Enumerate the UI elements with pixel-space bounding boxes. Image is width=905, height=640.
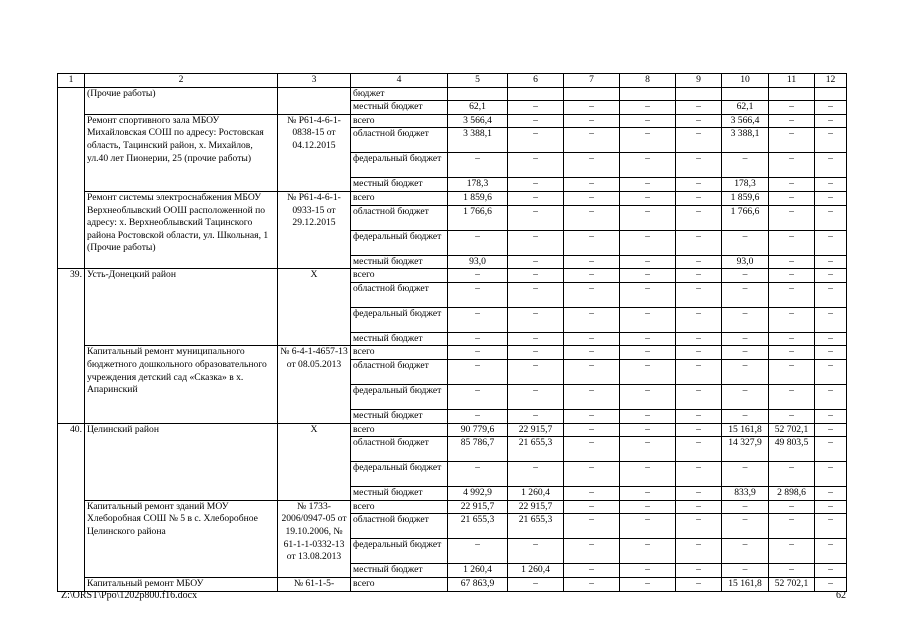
value-cell: –	[508, 384, 564, 409]
value-cell: –	[620, 359, 676, 384]
value-cell: 62,1	[722, 101, 769, 115]
value-cell: –	[620, 307, 676, 332]
col-num: 11	[769, 74, 815, 88]
col-num: 9	[676, 74, 722, 88]
value-cell: 1 766,6	[448, 205, 508, 230]
funding-source-cell: всего	[351, 346, 448, 360]
value-cell: –	[564, 514, 620, 539]
object-name-cell: Капитальный ремонт муниципального бюджетного дошкольного образовательного учреждения детский сад «Сказка» в х. Апаринский	[85, 346, 278, 423]
value-cell: –	[448, 346, 508, 360]
funding-source-cell: областной бюджет	[351, 205, 448, 230]
value-cell: –	[564, 255, 620, 269]
column-number-row	[58, 74, 847, 88]
value-cell: –	[769, 128, 815, 153]
value-cell: 178,3	[722, 178, 769, 192]
value-cell: –	[448, 269, 508, 283]
value-cell: 52 702,1	[769, 577, 815, 591]
value-cell: –	[722, 564, 769, 578]
value-cell: –	[620, 514, 676, 539]
value-cell: –	[815, 101, 847, 115]
value-cell: –	[815, 191, 847, 205]
value-cell: –	[620, 269, 676, 283]
document-number-cell: № 6-4-1-4657-13 от 08.05.2013	[278, 346, 351, 423]
table-row	[58, 577, 847, 591]
value-cell: –	[564, 346, 620, 360]
value-cell: –	[676, 487, 722, 501]
value-cell: –	[620, 114, 676, 128]
value-cell: 1 260,4	[508, 487, 564, 501]
value-cell: –	[508, 332, 564, 346]
value-cell: –	[620, 423, 676, 437]
value-cell: –	[448, 539, 508, 564]
object-name-cell: (Прочие работы)	[85, 87, 278, 114]
funding-source-cell: всего	[351, 500, 448, 514]
col-num: 12	[815, 74, 847, 88]
value-cell: 2 898,6	[769, 487, 815, 501]
value-cell: –	[676, 307, 722, 332]
value-cell: –	[620, 282, 676, 307]
document-number-cell: № 61-1-5-	[278, 577, 351, 591]
value-cell	[620, 87, 676, 101]
value-cell: –	[815, 205, 847, 230]
object-name-cell: Ремонт спортивного зала МБОУ Михайловская СОШ по адресу: Ростовская область, Тацинский район, х. Михайлов, ул.40 лет Пионерии, 25 (прочие работы)	[85, 114, 278, 191]
value-cell: 15 161,8	[722, 577, 769, 591]
col-num: 7	[564, 74, 620, 88]
value-cell: –	[676, 514, 722, 539]
value-cell	[815, 87, 847, 101]
value-cell: –	[815, 384, 847, 409]
value-cell: –	[815, 114, 847, 128]
value-cell: –	[722, 332, 769, 346]
value-cell: –	[815, 282, 847, 307]
value-cell: –	[620, 577, 676, 591]
value-cell: –	[620, 128, 676, 153]
value-cell: 1 766,6	[722, 205, 769, 230]
value-cell	[564, 87, 620, 101]
value-cell: –	[620, 153, 676, 178]
page-number: 62	[836, 590, 846, 601]
value-cell: –	[508, 205, 564, 230]
value-cell: –	[448, 462, 508, 487]
value-cell: –	[769, 153, 815, 178]
value-cell: 15 161,8	[722, 423, 769, 437]
value-cell: –	[508, 282, 564, 307]
document-number-cell: Х	[278, 423, 351, 500]
value-cell	[676, 87, 722, 101]
value-cell: –	[769, 191, 815, 205]
value-cell: 21 655,3	[448, 514, 508, 539]
funding-source-cell: местный бюджет	[351, 255, 448, 269]
value-cell: 21 655,3	[508, 437, 564, 462]
value-cell: –	[508, 230, 564, 255]
value-cell: 3 566,4	[448, 114, 508, 128]
value-cell: –	[508, 539, 564, 564]
value-cell: –	[676, 409, 722, 423]
value-cell: 85 786,7	[448, 437, 508, 462]
value-cell: –	[815, 539, 847, 564]
value-cell: –	[676, 178, 722, 192]
funding-source-cell: местный бюджет	[351, 409, 448, 423]
value-cell: –	[564, 332, 620, 346]
value-cell: 1 260,4	[508, 564, 564, 578]
value-cell: –	[769, 564, 815, 578]
value-cell: –	[769, 101, 815, 115]
table-body	[58, 74, 847, 592]
value-cell: –	[564, 500, 620, 514]
funding-source-cell: местный бюджет	[351, 101, 448, 115]
funding-source-cell: областной бюджет	[351, 282, 448, 307]
value-cell: –	[722, 462, 769, 487]
funding-source-cell: федеральный бюджет	[351, 539, 448, 564]
value-cell: –	[620, 101, 676, 115]
value-cell: –	[815, 230, 847, 255]
value-cell: 22 915,7	[448, 500, 508, 514]
value-cell: –	[508, 255, 564, 269]
value-cell: –	[676, 564, 722, 578]
value-cell: 93,0	[722, 255, 769, 269]
value-cell: –	[620, 437, 676, 462]
funding-source-cell: областной бюджет	[351, 128, 448, 153]
value-cell: –	[676, 346, 722, 360]
value-cell: –	[620, 230, 676, 255]
table-row	[58, 114, 847, 128]
value-cell: 14 327,9	[722, 437, 769, 462]
funding-source-cell: федеральный бюджет	[351, 384, 448, 409]
funding-source-cell: всего	[351, 423, 448, 437]
value-cell: –	[620, 500, 676, 514]
object-name-cell: Ремонт системы электроснабжения МБОУ Верхнеоблывский ООШ расположенной по адресу: х. Верхнеоблывский Тацинского района Ростовской области, ул. Школьная, 1 (Прочие работы)	[85, 191, 278, 268]
value-cell: –	[508, 114, 564, 128]
value-cell: –	[815, 409, 847, 423]
value-cell: –	[676, 423, 722, 437]
value-cell: –	[676, 437, 722, 462]
funding-source-cell: бюджет	[351, 87, 448, 101]
col-num: 2	[85, 74, 278, 88]
value-cell: 4 992,9	[448, 487, 508, 501]
value-cell: –	[620, 487, 676, 501]
value-cell: –	[564, 539, 620, 564]
value-cell: 52 702,1	[769, 423, 815, 437]
col-num: 10	[722, 74, 769, 88]
value-cell: –	[769, 205, 815, 230]
value-cell: –	[508, 307, 564, 332]
value-cell: –	[620, 332, 676, 346]
value-cell: –	[676, 462, 722, 487]
value-cell: –	[769, 282, 815, 307]
value-cell: 3 566,4	[722, 114, 769, 128]
value-cell: 1 859,6	[722, 191, 769, 205]
document-number-cell: № Р61-4-6-1-0838-15 от 04.12.2015	[278, 114, 351, 191]
value-cell: 3 388,1	[448, 128, 508, 153]
table-row	[58, 346, 847, 360]
value-cell: –	[815, 577, 847, 591]
value-cell: –	[815, 128, 847, 153]
value-cell: –	[620, 178, 676, 192]
value-cell: –	[722, 500, 769, 514]
object-name-cell: Капитальный ремонт зданий МОУ Хлеборобная СОШ № 5 в с. Хлеборобное Целинского района	[85, 500, 278, 577]
value-cell: –	[722, 307, 769, 332]
value-cell: –	[448, 384, 508, 409]
value-cell: –	[508, 101, 564, 115]
value-cell: –	[508, 153, 564, 178]
value-cell: –	[722, 346, 769, 360]
value-cell: –	[815, 255, 847, 269]
value-cell: –	[722, 282, 769, 307]
value-cell: –	[564, 307, 620, 332]
value-cell: –	[722, 514, 769, 539]
value-cell: –	[564, 114, 620, 128]
funding-source-cell: местный бюджет	[351, 332, 448, 346]
value-cell: –	[815, 346, 847, 360]
value-cell: –	[815, 269, 847, 283]
value-cell: 178,3	[448, 178, 508, 192]
col-num: 3	[278, 74, 351, 88]
value-cell: –	[564, 205, 620, 230]
value-cell: 93,0	[448, 255, 508, 269]
value-cell: –	[564, 359, 620, 384]
value-cell: –	[769, 269, 815, 283]
table-row	[58, 423, 847, 437]
col-num: 1	[58, 74, 85, 88]
funding-source-cell: всего	[351, 191, 448, 205]
value-cell: –	[769, 500, 815, 514]
value-cell: –	[815, 423, 847, 437]
value-cell: –	[769, 409, 815, 423]
value-cell: –	[676, 153, 722, 178]
value-cell: –	[564, 282, 620, 307]
value-cell: –	[448, 230, 508, 255]
value-cell: –	[815, 153, 847, 178]
col-num: 4	[351, 74, 448, 88]
object-name-cell: Усть-Донецкий район	[85, 269, 278, 346]
value-cell: –	[676, 191, 722, 205]
value-cell: –	[508, 577, 564, 591]
value-cell: –	[448, 282, 508, 307]
value-cell: 62,1	[448, 101, 508, 115]
document-number-cell	[278, 87, 351, 114]
funding-source-cell: областной бюджет	[351, 514, 448, 539]
value-cell: –	[769, 178, 815, 192]
value-cell: –	[564, 577, 620, 591]
col-num: 6	[508, 74, 564, 88]
value-cell: –	[676, 128, 722, 153]
value-cell: 3 388,1	[722, 128, 769, 153]
value-cell: –	[676, 384, 722, 409]
value-cell: 67 863,9	[448, 577, 508, 591]
value-cell: –	[815, 514, 847, 539]
value-cell: –	[676, 230, 722, 255]
value-cell	[769, 87, 815, 101]
value-cell: –	[676, 359, 722, 384]
value-cell: –	[508, 269, 564, 283]
value-cell: –	[620, 205, 676, 230]
value-cell: –	[564, 101, 620, 115]
document-number-cell: № 1733-2006/0947-05 от 19.10.2006, № 61-1-1-0332-13 от 13.08.2013	[278, 500, 351, 577]
document-number-cell: № Р61-4-6-1-0933-15 от 29.12.2015	[278, 191, 351, 268]
col-num: 8	[620, 74, 676, 88]
table-row	[58, 87, 847, 101]
value-cell: –	[815, 332, 847, 346]
value-cell: –	[769, 359, 815, 384]
value-cell: –	[722, 539, 769, 564]
value-cell: –	[769, 332, 815, 346]
value-cell: –	[815, 178, 847, 192]
value-cell: 22 915,7	[508, 500, 564, 514]
value-cell: –	[769, 346, 815, 360]
value-cell	[448, 87, 508, 101]
document-number-cell: Х	[278, 269, 351, 346]
value-cell: –	[508, 346, 564, 360]
value-cell: –	[564, 153, 620, 178]
value-cell: –	[508, 359, 564, 384]
value-cell: –	[564, 269, 620, 283]
value-cell: –	[676, 269, 722, 283]
value-cell: –	[448, 332, 508, 346]
value-cell: –	[620, 346, 676, 360]
value-cell: –	[448, 153, 508, 178]
value-cell	[508, 87, 564, 101]
funding-source-cell: федеральный бюджет	[351, 307, 448, 332]
value-cell: –	[564, 409, 620, 423]
row-number-cell: 39.	[58, 269, 85, 423]
value-cell: –	[722, 153, 769, 178]
footer-file-path: Z:\ORST\Ppo\1202p800.f16.docx	[61, 590, 198, 601]
value-cell: –	[815, 487, 847, 501]
value-cell: –	[564, 191, 620, 205]
value-cell: –	[676, 255, 722, 269]
funding-source-cell: местный бюджет	[351, 178, 448, 192]
value-cell: –	[564, 128, 620, 153]
table-row	[58, 500, 847, 514]
value-cell: –	[508, 178, 564, 192]
value-cell: –	[620, 255, 676, 269]
value-cell: –	[722, 269, 769, 283]
col-num: 5	[448, 74, 508, 88]
value-cell: –	[620, 539, 676, 564]
value-cell: –	[676, 282, 722, 307]
object-name-cell: Целинский район	[85, 423, 278, 500]
value-cell: –	[620, 384, 676, 409]
value-cell: –	[564, 564, 620, 578]
value-cell: –	[508, 191, 564, 205]
value-cell: –	[676, 577, 722, 591]
value-cell: –	[676, 114, 722, 128]
value-cell: –	[769, 230, 815, 255]
value-cell: –	[564, 437, 620, 462]
funding-source-cell: местный бюджет	[351, 564, 448, 578]
value-cell: –	[769, 539, 815, 564]
table-row	[58, 269, 847, 283]
funding-source-cell: местный бюджет	[351, 487, 448, 501]
value-cell: –	[815, 500, 847, 514]
funding-source-cell: федеральный бюджет	[351, 462, 448, 487]
value-cell: –	[448, 307, 508, 332]
value-cell: –	[722, 359, 769, 384]
object-name-cell: Капитальный ремонт МБОУ	[85, 577, 278, 591]
value-cell: –	[676, 205, 722, 230]
value-cell: –	[815, 359, 847, 384]
value-cell: –	[620, 564, 676, 578]
value-cell: –	[769, 255, 815, 269]
funding-source-cell: всего	[351, 577, 448, 591]
value-cell: –	[620, 191, 676, 205]
funding-source-cell: всего	[351, 114, 448, 128]
funding-source-cell: федеральный бюджет	[351, 153, 448, 178]
value-cell: –	[448, 359, 508, 384]
value-cell: 90 779,6	[448, 423, 508, 437]
value-cell: –	[508, 409, 564, 423]
value-cell: –	[564, 487, 620, 501]
value-cell	[722, 87, 769, 101]
value-cell: –	[769, 514, 815, 539]
funding-source-cell: областной бюджет	[351, 359, 448, 384]
value-cell: –	[722, 409, 769, 423]
value-cell: 49 803,5	[769, 437, 815, 462]
value-cell: 21 655,3	[508, 514, 564, 539]
value-cell: 1 260,4	[448, 564, 508, 578]
value-cell: –	[564, 462, 620, 487]
value-cell: –	[676, 539, 722, 564]
funding-source-cell: всего	[351, 269, 448, 283]
value-cell: 22 915,7	[508, 423, 564, 437]
row-number-cell	[58, 87, 85, 269]
value-cell: –	[676, 500, 722, 514]
value-cell: –	[564, 384, 620, 409]
value-cell: –	[564, 423, 620, 437]
funding-source-cell: областной бюджет	[351, 437, 448, 462]
value-cell: –	[564, 230, 620, 255]
value-cell: –	[769, 114, 815, 128]
value-cell: 1 859,6	[448, 191, 508, 205]
document-table	[57, 73, 847, 592]
value-cell: –	[722, 230, 769, 255]
funding-source-cell: федеральный бюджет	[351, 230, 448, 255]
value-cell: –	[815, 564, 847, 578]
value-cell: 833,9	[722, 487, 769, 501]
row-number-cell: 40.	[58, 423, 85, 591]
value-cell: –	[676, 101, 722, 115]
value-cell: –	[769, 307, 815, 332]
value-cell: –	[815, 307, 847, 332]
table-row	[58, 191, 847, 205]
value-cell: –	[676, 332, 722, 346]
value-cell: –	[448, 409, 508, 423]
value-cell: –	[620, 409, 676, 423]
value-cell: –	[769, 462, 815, 487]
value-cell: –	[564, 178, 620, 192]
value-cell: –	[815, 462, 847, 487]
value-cell: –	[769, 384, 815, 409]
value-cell: –	[815, 437, 847, 462]
value-cell: –	[620, 462, 676, 487]
value-cell: –	[508, 128, 564, 153]
value-cell: –	[722, 384, 769, 409]
value-cell: –	[508, 462, 564, 487]
